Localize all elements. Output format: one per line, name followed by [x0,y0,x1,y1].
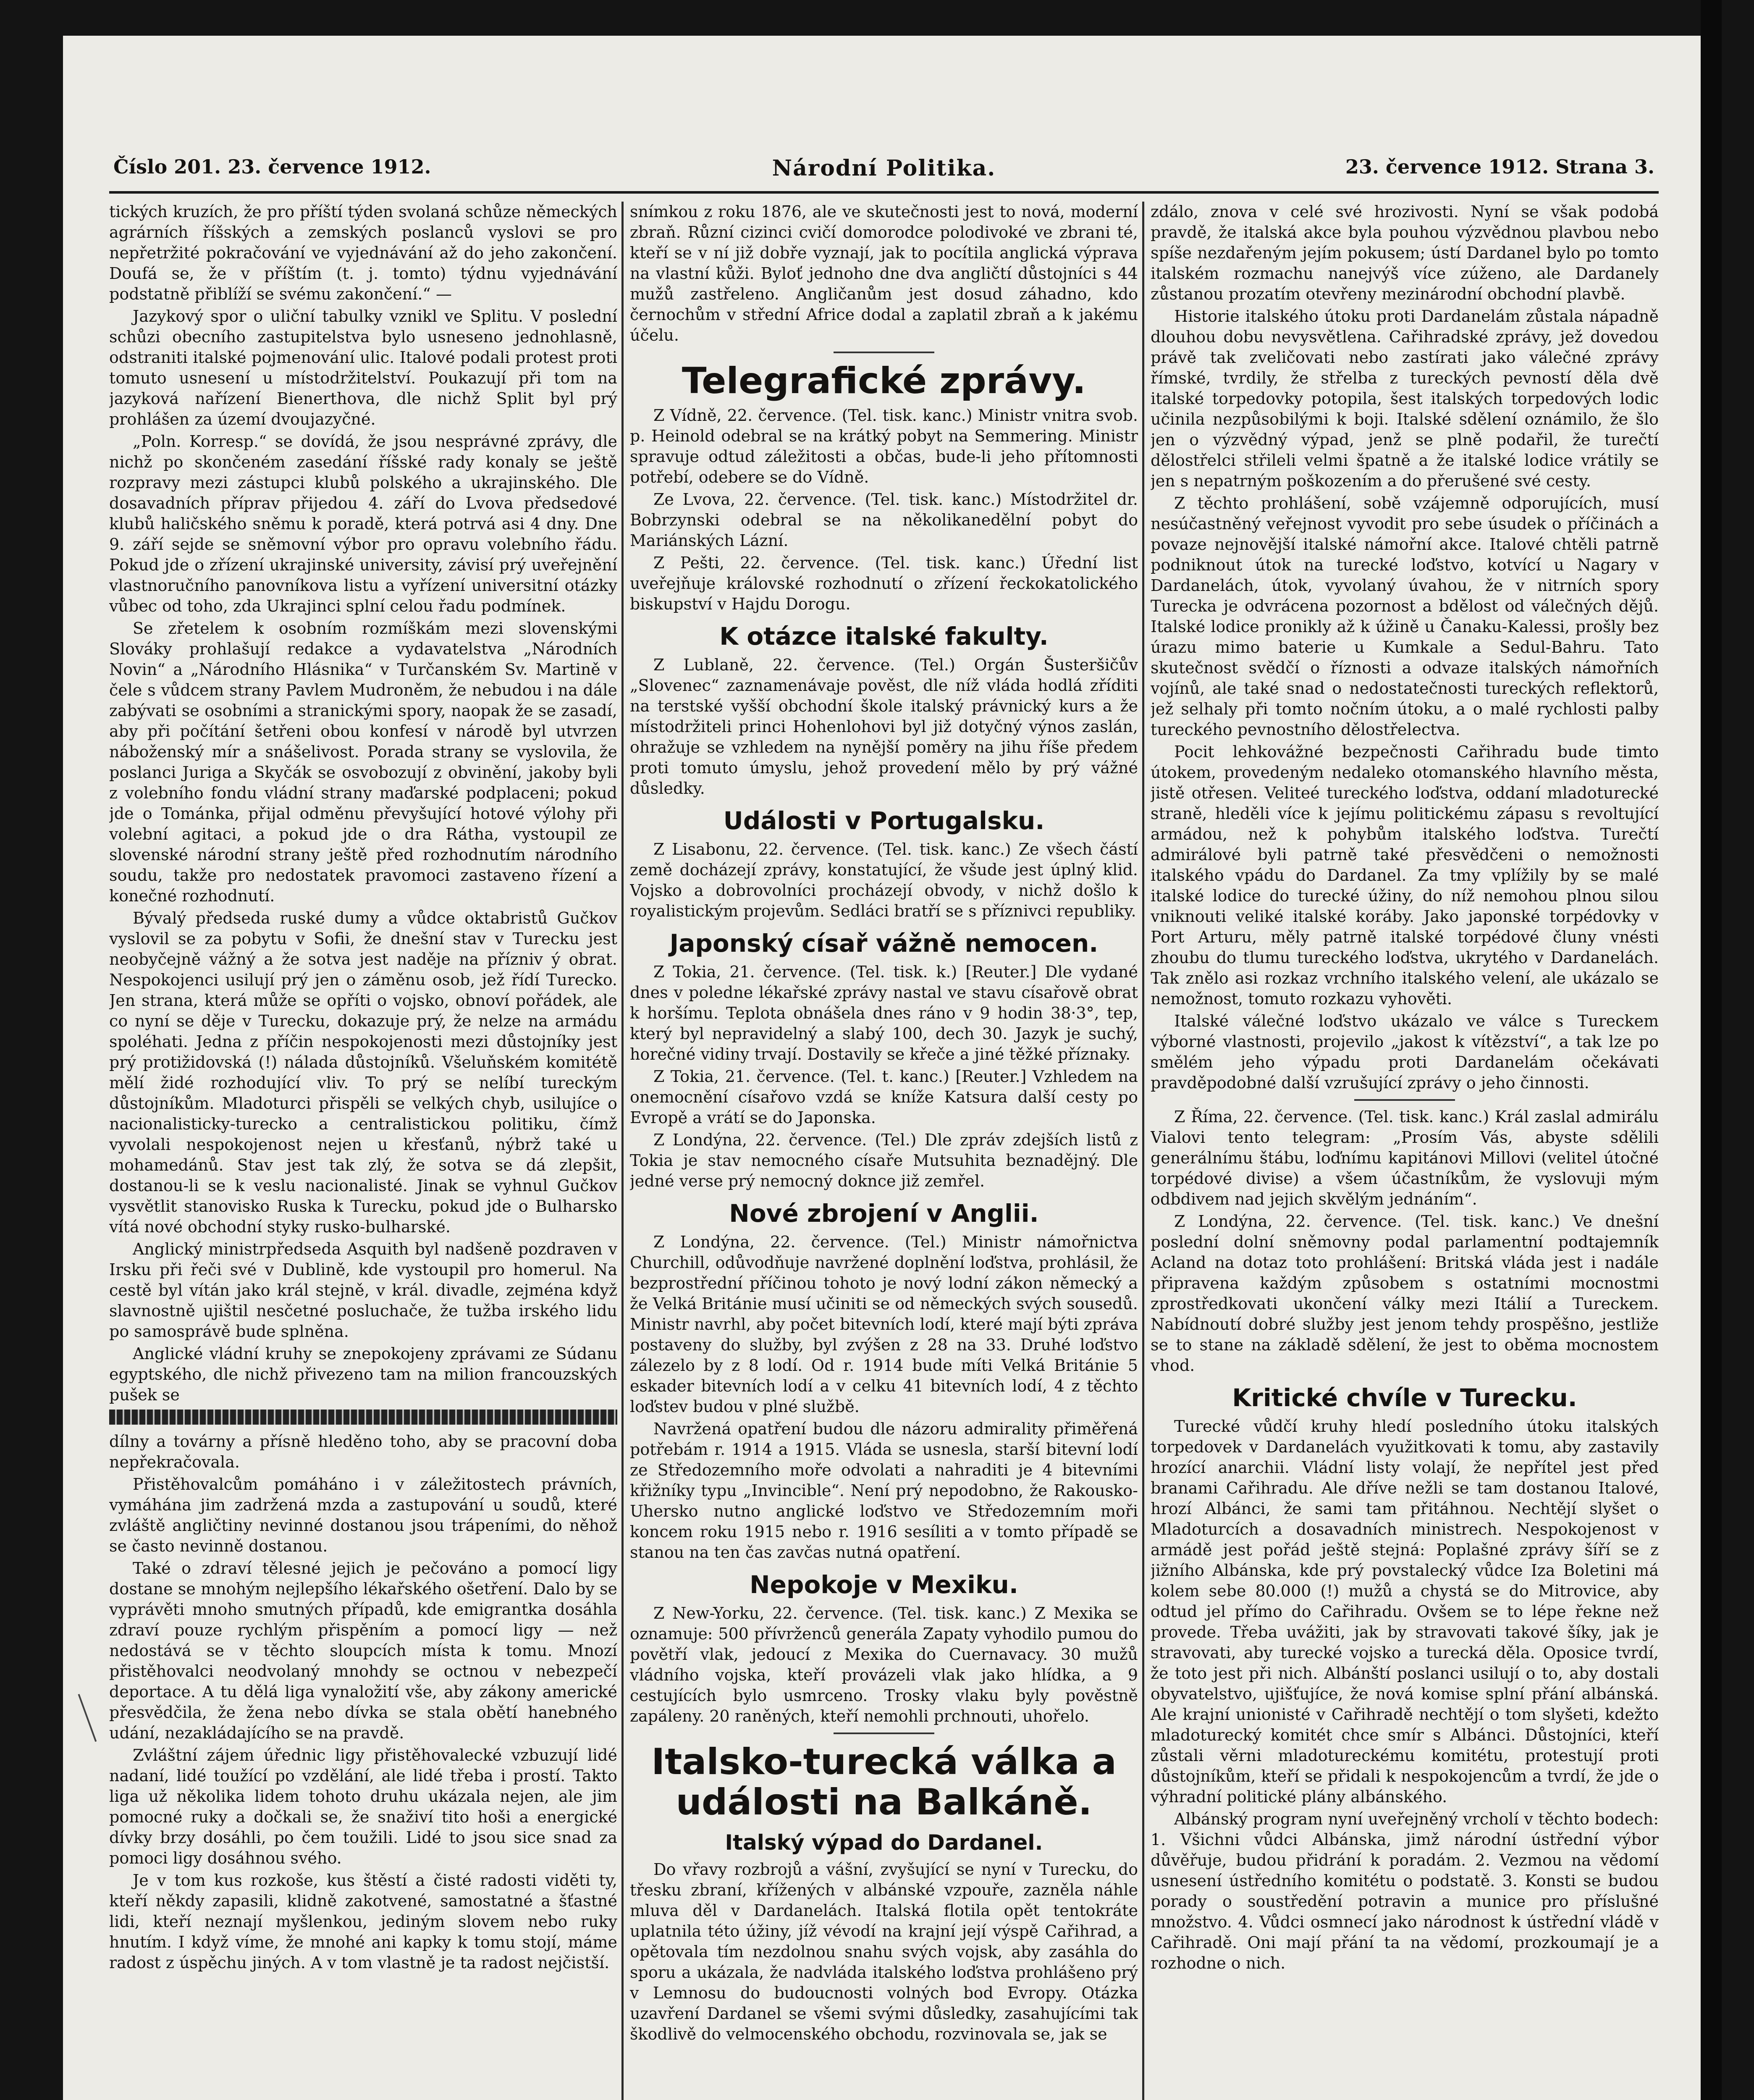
article-paragraph: Do vřavy rozbrojů a vášní, zvyšující se nyní v Turecku, do třesku zbraní, křížených v albánské vzpouře, zazněla náhle mluva děl v Dardanelách. Italská flotila opět tentokráte uplatnila této úžiny, jíž vévodí na krajní její výspě Cařihrad, a opětovala tím nezdolnou snahu svých vojsk, aby zasáhla do sporu a ukázala, že nadvláda italského loďstva prohlášeno prý v Lemnosu do budoucnosti volných bod Evropy. Otázka uzavření Dardanel se všemi svými důsledky, zasahujícími tak škodlivě do velmocenského obchodu, rozvinovala se, jak se [630,1860,1138,2043]
article-paragraph: Z Tokia, 21. července. (Tel. t. kanc.) [Reuter.] Vzhledem na onemocnění císařovo vzdá se kníže Katsura další cesty po Evropě a vrátí se do Japonska. [630,1067,1138,1127]
heading-italo-turkish-war: Italsko-turecká válka a události na Balkáně. [651,1741,1117,1823]
feuilleton-paragraph: Také o zdraví tělesné jejich je pečováno a pomocí ligy dostane se mnohým nejlepšího lékařského ošetření. Dalo by se vyprávěti mnoho smutných případů, kde emigrantka dosáhla zdraví pouze rychlým přispěním a pomocí ligy — než nedostává se v těchto sloupcích místa k tomu. Mnozí přistěhovalci neodvolaný mnohdy se octnou v nebezpečí deportace. A tu dělá liga vynaložití vše, aby zákony americké přesvědčila, že žena nebo dívka se stala obětí hanebného udání, nezakládajícího se na pravdě. [109,1559,617,1742]
article-paragraph: Se zřetelem k osobním rozmíškám mezi slovenskými Slováky prohlašují redakce a vydavatelstva „Národních Novin“ a „Národního Hlásnika“ v Turčanském Sv. Martině v čele s vůdcem strany Pavlem Mudroněm, že nebudou i na dále zabývati se osobními a stranickými spory, naopak že se zasadí, aby při počítání šetřeni obou konfesí v národě byl utvrzen náboženský mír a snášelivost. Porada strany se vyslovila, že poslanci Juriga a Skyčák se osvobozují z obvinění, jakoby byli z volebního fondu vládní strany maďarské podplaceni; pokud jde o Tománka, přijal odměnu převyšující hotové výlohy při volební agitaci, a pokud jde o dra Rátha, vystoupil ze slovenské národní strany ještě před rozhodnutím národního soudu, takže pro nedostatek pravomoci zastaveno řízení a konečné rozhodnutí. [109,619,617,905]
telegram-paragraph: Z Vídně, 22. července. (Tel. tisk. kanc.) Ministr vnitra svob. p. Heinold odebral se na krátký pobyt na Semmering. Ministr spravuje odtud záležitosti a občas, bude-li jeho přítomnosti potřebí, odebere se do Vídně. [630,406,1138,486]
heading-navy: Nové zbrojení v Anglii. [729,1199,1039,1228]
heading-japan: Japonský císař vážně nemocen. [669,929,1099,958]
newspaper-page [63,36,1709,2100]
issue-number: Číslo 201. 23. července 1912. [113,155,431,178]
column-2 [630,202,1138,2100]
feuilleton-paragraph: dílny a továrny a přísně hleděno toho, aby se pracovní doba nepřekračovala. [109,1432,617,1471]
newspaper-title: Národní Politika. [772,155,996,181]
date-page: 23. července 1912. Strana 3. [1345,155,1654,178]
feuilleton-paragraph: Je v tom kus rozkoše, kus štěstí a čisté radosti viděti ty, kteří někdy zapasili, klidně zakotvené, samostatné a šťastné lidi, kteří neznají myšlenkou, jediným slovem nebo ruky hnutím. I když víme, že mnohé ani kapky k tomu stojí, máme radost z úspěchu jiných. A v tom vlastně je ta radost nejčistší. [109,1871,617,1972]
top-rule [109,191,1659,194]
heading-telegrams: Telegrafické zprávy. [682,360,1086,402]
feuilleton-paragraph: Zvláštní zájem úřednic ligy přistěhovalecké vzbuzují lidé nadaní, lidé toužící po vzdělání, ale lidé třeba i prostí. Takto liga už několika lidem tohoto druhu ukázala nejen, ale jim pomocné ruky a dočkali se, že snaživí tito hoši a energické dívky brzy dosáhli, po čem toužili. Lidé to jsou sice snad za pomoci ligy dosáhnou svého. [109,1746,617,1867]
heading-italian-faculty: K otázce italské fakulty. [719,622,1049,651]
article-paragraph: Z těchto prohlášení, sobě vzájemně odporujících, musí nesúčastněný veřejnost vyvodit pro sebe úsudek o příčinách a povaze nejnovější italské námořní akce. Italové chtěli patrně podniknout útok na turecké loďstvo, kotvící u Nagary v Dardanelách, útok, vyvolaný úvahou, že v nitrních spory Turecka je odvrácena pozornost a bdělost od válečných dějů. Italské lodice pronikly až k úžině u Čanaku-Kalessi, prošly bez úrazu mimo baterie u Kumkale a Sedul-Bahru. Tato skutečnost svědčí o říznosti a odvaze italských námořních vojínů, ale také snad o nedostatečnosti tureckých reflektorů, jež selhaly při tomto nočním útoku, a o malé rychlosti palby tureckého pevnostního dělostřelectva. [1151,494,1659,739]
subheading-dardanelles: Italský výpad do Dardanel. [725,1830,1043,1855]
section-divider [834,1732,934,1734]
section-divider [834,352,934,353]
scan-edge [1701,0,1722,2100]
article-paragraph: „Poln. Korresp.“ se dovídá, že jsou nesprávné zprávy, dle nichž po skončeném zasedání říšské rady konaly se ještě rozpravy mezi zástupci klubů polského a ukrajinského. Dle dosavadních příprav přijedou 4. září do Lvova předsedové klubů haličského sněmu k poradě, která potrvá asi 4 dny. Dne 9. září sejde se sněmovní výbor pro opravu volebního řádu. Pokud jde o zřízení ukrajinské university, závisí prý uveřejnění vlastnoručního panovníkova listu a vyřízení universitní otázky vůbec od toho, zda Ukrajinci splní celou řadu podmínek. [109,432,617,615]
article-paragraph: Italské válečné loďstvo ukázalo ve válce s Tureckem výborné vlastnosti, projevilo „jakost k vítězství“, a tak lze po smělém jeho výpadu proti Dardanelám očekávati pravděpodobné další vzrušující zprávy o jeho činnosti. [1151,1012,1659,1092]
heading-critical-moments: Kritické chvíle v Turecku. [1232,1383,1577,1412]
article-paragraph: Turecké vůdčí kruhy hledí posledního útoku italských torpedovek v Dardanelách využitkovati k tomu, aby zastavily hrozící anarchii. Vládní listy volají, že nepřítel jest před branami Cařihradu. Ale dříve nežli se tam dostanou Italové, hrozí Albánci, že sami tam přitáhnou. Nechtějí slyšet o Mladoturcích a dosavadních ministrech. Nespokojenost v armádě jest pořád ještě stejná: Poplašné zprávy šíří se z jižního Albánska, kde prý povstalecký vůdce Iza Boletini má kolem sebe 80.000 (!) mužů a chystá se do Mitrovice, aby odtud jel přímo do Cařihradu. Ovšem se to lépe řekne než provede. Třeba uvážiti, jak by stravovati takové šíky, jak je stravovati, aby turecké vojsko a turecká děla. Oposice tvrdí, že toto jest při nich. Albánští poslanci usilují o to, aby dostali obyvatelstvo, ujišťujíce, že nová komise splní přání albánská. Ale krajní unionisté v Cařihradě nechtějí o tom slyšeti, kdežto mladoturecký komitét chce smír s Albánci. Důstojníci, kteří zůstali věrni mladotureckému komitétu, protestují proti důstojníkům, kteří se přidali k nespokojencům a tvrdí, že jde o výhradní politické plány albánského. [1151,1417,1659,1806]
article-paragraph: Albánský program nyní uveřejněný vrcholí v těchto bodech: 1. Všichni vůdci Albánska, jimž národní ústřední výbor důvěřuje, budou přidrání k poradám. 2. Vezmou na vědomí usnesení ústředního komitétu o podstatě. 3. Konsti se budou porady o soustředění potravin a munice pro příslušné množstvo. 4. Vůdci osmnecí jako národnost k ústřední vládě v Cařihradě. Oni mají přání ta na vědomí, prozkoumají je a rozhodne o nich. [1151,1810,1659,1972]
article-paragraph: Anglický ministrpředseda Asquith byl nadšeně pozdraven v Irsku při řeči své v Dublině, kde vystoupil pro homerul. Na cestě byl vítán jako král stejně, v král. divadle, zejména když slavnostně ujištil nesčetné posluchače, že tužba irského lidu po samosprávě bude splněna. [109,1240,617,1341]
article-paragraph: Z Lisabonu, 22. července. (Tel. tisk. kanc.) Ze všech částí země docházejí zprávy, konstatující, že všude jest úplný klid. Vojsko a dobrovolníci procházejí obvody, v nichž došlo k royalistickým projevům. Sedláci bratří se s příznivci republiky. [630,840,1138,920]
article-paragraph: tických kruzích, že pro příští týden svolaná schůze německých agrárních říšských a zemských poslanců vyslovi se pro nepřetržité pokračování ve vyjednávání až do jeho zakončení. Doufá se, že v příštím (t. j. tomto) týdnu vyjednávání podstatně přiblíží se svému zakončení.“ — [109,202,617,303]
feuilleton-paragraph: Přistěhovalcům pomáháno i v záležitostech právních, vymáhána jim zadržená mzda a zastupování u soudů, které zvláště angličtiny nevinné dostanou jsou trápeními, do něhož se často nevinně dostanou. [109,1475,617,1555]
article-paragraph: Z Říma, 22. července. (Tel. tisk. kanc.) Král zaslal admirálu Vialovi tento telegram: „Prosím Vás, abyste sdělili generálnímu štábu, loďnímu kapitánovi Millovi (velitel útočné torpédové divise) a všem účastníkům, že vyslovuji mým odbdivem nad jejich skvělým jednáním“. [1151,1108,1659,1208]
section-divider [1354,1099,1455,1101]
article-paragraph: Anglické vládní kruhy se znepokojeny zprávami ze Súdanu egyptského, dle nichž přivezeno tam na milion francouzských pušek se [109,1344,617,1404]
column-3 [1151,202,1659,2100]
article-paragraph: Z Tokia, 21. července. (Tel. tisk. k.) [Reuter.] Dle vydané dnes v poledne lékařské zprávy nastal ve stavu císařově obrat k horšímu. Teplota obnášela dnes ráno v 9 hodin 38·3°, tep, který byl nepravidelný a slabý 100, dech 30. Jazyk je suchý, horečné vidiny trvají. Dostavily se křeče a jiné těžké příznaky. [630,963,1138,1063]
article-paragraph: Pocit lehkovážné bezpečnosti Cařihradu bude timto útokem, provedeným nedaleko otomanského hlavního města, jistě otřesen. Veliteé tureckého loďstva, oddaní mladoturecké straně, hleděli více k jejímu politickému zápasu s revoltující armádou, než k pohybům italského loďstva. Turečtí admirálové byli patrně také přesvědčeni o nemožnosti italského vpádu do Dardanel. Za tmy vplížily by se malé italské lodice do turecké úžiny, do níž nemohou plnou silou vniknouti veliké italské koráby. Jako japonské torpédovky v Port Arturu, měly patrně italské torpédové čluny vnésti zhoubu do tlumu tureckého loďstva, ukrytého v Dardanelách. Tak znělo asi rozkaz vrchního italského velení, ale ukázalo se nemožnost, tomuto rozkazu vyhověti. [1151,743,1659,1008]
telegram-paragraph: Ze Lvova, 22. července. (Tel. tisk. kanc.) Místodržitel dr. Bobrzynski odebral se na několikanedělní pobyt do Mariánských Lázní. [630,490,1138,550]
telegram-paragraph: Z Pešti, 22. července. (Tel. tisk. kanc.) Úřední list uveřejňuje královské rozhodnutí o zřízení řeckokatolického biskupství v Hajdu Dorogu. [630,554,1138,613]
article-paragraph: Historie italského útoku proti Dardanelám zůstala nápadně dlouhou dobu nevysvětlena. Cařihradské zprávy, jež dovedou právě tak zveličovati nebo zastírati jako válečné zprávy římské, tvrdily, že střelba z tureckých pevností děla dvě italské torpedovky potopila, šest italských torpedových lodic učinila nezpůsobilými k boji. Italské sdělení oznámilo, že šlo jen o výzvědný výpad, jenž se plně podařil, že turečtí dělostřelci střileli velmi špatně a že italské lodice vrátily se jen s nepatrným poškozením a do přerušené své cesty. [1151,307,1659,490]
article-paragraph: Z Londýna, 22. července. (Tel.) Ministr námořnictva Churchill, odůvodňuje navržené doplnění loďstva, prohlásil, že bezprostřední příčinou tohoto je nový lodní zákon německý a že Velká Británie musí učiniti se od německých svých sousedů. Ministr navrhl, aby počet bitevních lodí, které mají býti zpráva postaveny do služby, byl zvýšen z 28 na 33. Druhé loďstvo zálezelo by z 8 lodí. Od r. 1914 bude míti Velká Británie 5 eskader bitevních lodí a v celku 41 bitevních lodí, 4 z těchto loďstev budou v plné službě. [630,1233,1138,1416]
article-paragraph: Navržená opatření budou dle názoru admirality přiměřená potřebám r. 1914 a 1915. Vláda se usnesla, starší bitevní lodí ze Středozemního moře odvolati a nahraditi je 4 bitevními křižníky typu „Invincible“. Není prý nepodobno, že Rakousko-Uhersko nutno anglické loďstvo ve Středozemním moři koncem roku 1915 nebo r. 1916 sesíliti a v tomto případě se stanou na ten čas zavčas nutná opatření. [630,1420,1138,1562]
margin-mark [78,1690,109,1742]
column-rule [1142,202,1144,2100]
article-paragraph: Jazykový spor o uliční tabulky vznikl ve Splitu. V poslední schůzi obecního zastupitelstva bylo usneseno jednohlasně, odstraniti italské pojmenování ulic. Italové podali protest proti tomuto usnesení u místodržitelství. Poukazují při tom na jazyková nařízení Bienerthova, dle nichž Split byl prý prohlášen za území dvoujazyčné. [109,307,617,428]
article-paragraph: Z Londýna, 22. července. (Tel.) Dle zpráv zdejších listů z Tokia je stav nemocného císaře Mutsuhita beznadějný. Dle jedné verse prý nemocný doknce již zemřel. [630,1131,1138,1190]
article-paragraph: Z Londýna, 22. července. (Tel. tisk. kanc.) Ve dnešní poslední dolní sněmovny podal parlamentní podtajemník Acland na dotaz toto prohlášení: Britská vláda jest i nadále připravena každým způsobem s ostatními mocnostmi zprostředkovati ukončení války mezi Itálií a Tureckem. Nabídnoutí dobré služby jest jenom tehdy prospěšno, jestliže se to stane na základě sdělení, že jest to oběma mocnostem vhod. [1151,1212,1659,1375]
article-paragraph: zdálo, znova v celé své hrozivosti. Nyní se však podobá pravdě, že italská akce byla pouhou výzvědnou plavbou nebo spíše nezdařeným jejím pokusem; ústí Dardanel bylo po tomto italském rozmachu nanejvýš více zúženo, ale Dardanely zůstanou prozatím otevřeny mezinárodní obchodní plavbě. [1151,202,1659,303]
heading-mexico: Nepokoje v Mexiku. [750,1570,1018,1599]
masthead [113,155,1654,189]
column-rule [621,202,624,2100]
feuilleton-divider [109,1410,617,1425]
heading-portugal: Události v Portugalsku. [723,806,1045,835]
article-paragraph: Bývalý předseda ruské dumy a vůdce oktabristů Gučkov vyslovil se za pobytu v Sofii, že dnešní stav v Turecku jest neobyčejně vážný a že sotva jest naděje na přízniv ý obrat. Nespokojenci usilují prý jen o záměnu osob, jež řídí Turecko. Jen strana, která může se opříti o vojsko, obnoví pořádek, ale co nyní se děje v Turecku, dokazuje prý, že nelze na armádu spoléhati. Jedna z příčin nespokojenosti mezi důstojníky jest prý protižidovská (!) nálada důstojníků. Všeluňském komitétě mělí židé rozhodující vliv. To prý se nelíbí tureckým důstojníkům. Mladoturci přispěli se velkých chyb, usilujíce o nacionalisticky-turecko a centralistickou politiku, čímž vyvolali nespokojenost nejen u křesťanů, nýbrž také u mohamedánů. Stav jest tak zlý, že sotva se dá zlepšit, dostanou-li se k veslu nacionalisté. Jinak se vyhnul Gučkov vysvětlit stanovisko Ruska k Turecku, pokud jde o Bulharsko vítá nové obchodní styky rusko-bulharské. [109,909,617,1236]
article-paragraph: Z Lublaně, 22. července. (Tel.) Orgán Šusteršičův „Slovenec“ zaznamenávaje pověst, dle níž vláda hodlá zříditi na terstské vyšší obchodní škole italský právnický kurs a že místodržiteli princi Hohenlohovi byl již dotyčný výnos zaslán, ohražuje se vzhledem na nynější poměry na jihu říše předem proti tomuto úmyslu, jehož provedení mělo by prý vážné důsledky. [630,656,1138,798]
article-paragraph: snímkou z roku 1876, ale ve skutečnosti jest to nová, moderní zbraň. Různí cizinci cvičí domorodce polodivoké ve zbrani té, kteří se v ní již dobře vyznají, jak to pocítila anglická výprava na vlastní kůži. Byloť jednoho dne dva angličtí důstojníci s 44 mužů zastřeleno. Angličanům jest dosud záhadno, kdo černochům v střední Africe dodal a zaplatil zbraň a k jakému účelu. [630,202,1138,344]
article-paragraph: Z New-Yorku, 22. července. (Tel. tisk. kanc.) Z Mexika se oznamuje: 500 přívrženců generála Zapaty vyhodilo pumou do povětří vlak, jedoucí z Mexika do Cuernavacy. 30 mužů vládního vojska, kteří provázeli vlak jako hlídka, a 9 cestujících bylo usmrceno. Trosky vlaku byly pověstně zapáleny. 20 raněných, kteří nemohli prchnouti, uhořelo. [630,1604,1138,1725]
column-1 [109,202,617,2100]
